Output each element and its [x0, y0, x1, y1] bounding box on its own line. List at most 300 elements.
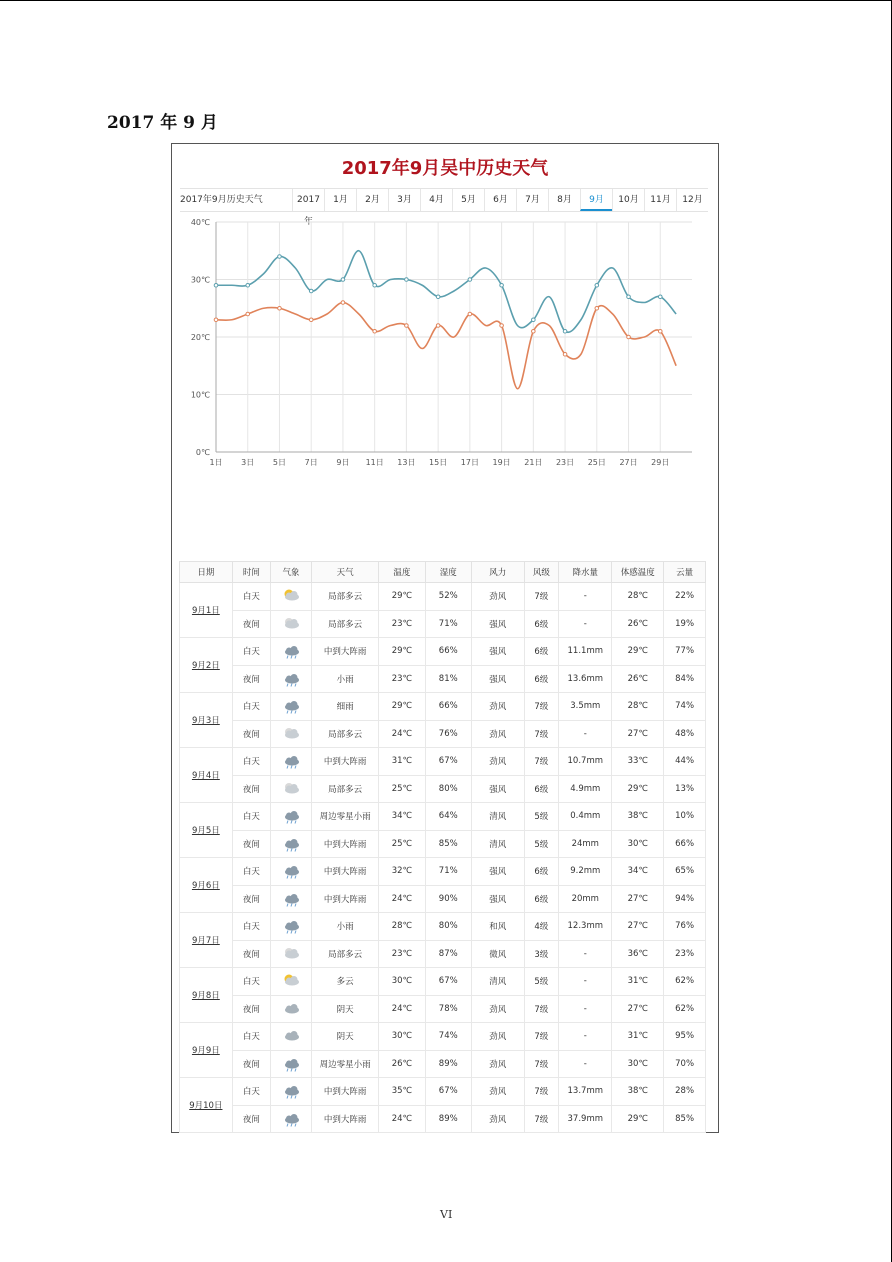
table-row [180, 610, 706, 638]
cell-weather: 局部多云 [312, 610, 379, 638]
cell-lvl: 7级 [524, 995, 559, 1023]
x-tick-label: 21日 [524, 458, 543, 467]
cell-weather: 多云 [312, 968, 379, 996]
month-tab[interactable]: 4月 [420, 189, 452, 211]
cell-lvl: 7级 [524, 1050, 559, 1078]
cell-cloud: 48% [664, 720, 706, 748]
data-point [563, 329, 567, 333]
cell-wind: 强风 [471, 775, 524, 803]
cell-temp: 25℃ [379, 830, 425, 858]
month-tab[interactable]: 11月 [644, 189, 676, 211]
cell-rain: - [559, 995, 612, 1023]
date-link[interactable]: 9月1日 [180, 583, 233, 638]
x-tick-label: 23日 [555, 458, 575, 467]
cell-lvl: 6级 [524, 610, 559, 638]
rain-icon [280, 808, 302, 824]
month-tab[interactable]: 2月 [356, 189, 388, 211]
cell-hum: 85% [425, 830, 471, 858]
cell-wind: 劲风 [471, 1050, 524, 1078]
cell-cloud: 62% [664, 995, 706, 1023]
cell-lvl: 3级 [524, 940, 559, 968]
cell-hum: 78% [425, 995, 471, 1023]
cell-feel: 38℃ [612, 803, 664, 831]
month-tab[interactable]: 10月 [612, 189, 644, 211]
cell-weather: 中到大阵雨 [312, 885, 379, 913]
series-line-0 [216, 251, 676, 333]
cell-weather: 周边零星小雨 [312, 803, 379, 831]
date-link[interactable]: 9月6日 [180, 858, 233, 913]
cell-cloud: 10% [664, 803, 706, 831]
rain-icon [280, 918, 302, 934]
cell-temp: 24℃ [379, 885, 425, 913]
data-point [658, 295, 662, 299]
rain-icon [280, 753, 302, 769]
cell-rain: - [559, 1023, 612, 1051]
cell-time: 夜间 [232, 1105, 270, 1133]
month-tab[interactable]: 2017年 [292, 189, 324, 211]
cell-rain: 3.5mm [559, 693, 612, 721]
cell-temp: 32℃ [379, 858, 425, 886]
cell-cloud: 22% [664, 583, 706, 611]
cell-temp: 30℃ [379, 1023, 425, 1051]
date-link[interactable]: 9月4日 [180, 748, 233, 803]
cell-cloud: 95% [664, 1023, 706, 1051]
weather-icon-cell [270, 693, 311, 721]
cell-feel: 26℃ [612, 665, 664, 693]
data-point [246, 283, 250, 287]
data-point [500, 283, 504, 287]
month-tab[interactable]: 8月 [548, 189, 580, 211]
cell-temp: 29℃ [379, 638, 425, 666]
data-point [373, 283, 377, 287]
cell-time: 夜间 [232, 830, 270, 858]
y-tick-label: 0℃ [195, 448, 210, 457]
cell-feel: 29℃ [612, 638, 664, 666]
column-header: 天气 [312, 562, 379, 583]
weather-icon-cell [270, 940, 311, 968]
weather-icon-cell [270, 913, 311, 941]
cell-rain: - [559, 940, 612, 968]
rain-icon [280, 891, 302, 907]
data-point [278, 255, 282, 259]
data-point [246, 312, 250, 316]
cell-feel: 30℃ [612, 1050, 664, 1078]
table-row [180, 995, 706, 1023]
overcast-icon [280, 1028, 302, 1044]
cell-feel: 26℃ [612, 610, 664, 638]
cell-temp: 24℃ [379, 995, 425, 1023]
date-link[interactable]: 9月3日 [180, 693, 233, 748]
x-tick-label: 17日 [460, 458, 479, 467]
cell-rain: 37.9mm [559, 1105, 612, 1133]
cell-hum: 87% [425, 940, 471, 968]
cell-lvl: 6级 [524, 638, 559, 666]
table-row [180, 803, 706, 831]
y-tick-label: 30℃ [190, 275, 210, 285]
data-point [405, 324, 409, 328]
month-nav-label: 2017年9月历史天气 [180, 195, 263, 205]
weather-icon-cell [270, 885, 311, 913]
cell-wind: 劲风 [471, 1105, 524, 1133]
cell-rain: 10.7mm [559, 748, 612, 776]
cell-wind: 强风 [471, 638, 524, 666]
cell-temp: 31℃ [379, 748, 425, 776]
cell-wind: 强风 [471, 858, 524, 886]
cell-weather: 小雨 [312, 665, 379, 693]
y-tick-label: 10℃ [190, 390, 210, 400]
cell-wind: 劲风 [471, 995, 524, 1023]
page-top-border [0, 0, 892, 1]
cell-wind: 清风 [471, 830, 524, 858]
cell-hum: 90% [425, 885, 471, 913]
data-point [627, 295, 631, 299]
cell-feel: 31℃ [612, 968, 664, 996]
rain-icon [280, 671, 302, 687]
x-tick-label: 27日 [619, 458, 638, 467]
cell-cloud: 74% [664, 693, 706, 721]
cell-feel: 36℃ [612, 940, 664, 968]
cell-lvl: 6级 [524, 858, 559, 886]
cell-hum: 67% [425, 748, 471, 776]
data-point [341, 301, 345, 305]
cell-feel: 29℃ [612, 1105, 664, 1133]
cell-temp: 29℃ [379, 693, 425, 721]
data-point [341, 278, 345, 282]
cell-weather: 中到大阵雨 [312, 748, 379, 776]
cell-rain: 4.9mm [559, 775, 612, 803]
cell-feel: 27℃ [612, 885, 664, 913]
cell-weather: 局部多云 [312, 720, 379, 748]
cell-hum: 89% [425, 1105, 471, 1133]
table-row [180, 885, 706, 913]
month-tab[interactable]: 5月 [452, 189, 484, 211]
table-row [180, 1050, 706, 1078]
weather-icon-cell [270, 995, 311, 1023]
cell-temp: 30℃ [379, 968, 425, 996]
rain-icon [280, 836, 302, 852]
cell-temp: 26℃ [379, 1050, 425, 1078]
table-row [180, 830, 706, 858]
column-header: 风力 [471, 562, 524, 583]
table-row [180, 775, 706, 803]
cell-cloud: 62% [664, 968, 706, 996]
partly-cloudy-sun-icon [280, 588, 302, 604]
cell-weather: 局部多云 [312, 940, 379, 968]
month-tab[interactable]: 7月 [516, 189, 548, 211]
cell-lvl: 5级 [524, 968, 559, 996]
rain-icon [280, 1111, 302, 1127]
table-row [180, 693, 706, 721]
date-link[interactable]: 9月5日 [180, 803, 233, 858]
table-row [180, 940, 706, 968]
chart-title: 2017年9月吴中历史天气 [341, 158, 549, 179]
x-tick-label: 11日 [365, 458, 384, 467]
weather-icon-cell [270, 665, 311, 693]
weather-icon-cell [270, 968, 311, 996]
cell-feel: 33℃ [612, 748, 664, 776]
weather-icon-cell [270, 583, 311, 611]
cell-hum: 81% [425, 665, 471, 693]
month-tab[interactable]: 9月 [580, 189, 612, 211]
cell-time: 白天 [232, 803, 270, 831]
month-tab[interactable]: 12月 [676, 189, 708, 211]
weather-table [179, 561, 706, 1133]
cell-lvl: 6级 [524, 885, 559, 913]
cell-wind: 和风 [471, 913, 524, 941]
cell-time: 夜间 [232, 1050, 270, 1078]
cell-rain: 12.3mm [559, 913, 612, 941]
month-tab[interactable]: 3月 [388, 189, 420, 211]
x-tick-label: 1日 [209, 458, 223, 467]
x-tick-label: 15日 [429, 458, 448, 467]
page-number: VI [440, 1208, 453, 1221]
weather-icon-cell [270, 1050, 311, 1078]
cell-wind: 劲风 [471, 1078, 524, 1106]
cell-feel: 27℃ [612, 720, 664, 748]
cell-feel: 30℃ [612, 830, 664, 858]
weather-icon-cell [270, 638, 311, 666]
weather-icon-cell [270, 748, 311, 776]
series-line-1 [216, 303, 676, 389]
cell-hum: 67% [425, 968, 471, 996]
rain-icon [280, 1083, 302, 1099]
cell-time: 白天 [232, 693, 270, 721]
table-row [180, 665, 706, 693]
cell-cloud: 77% [664, 638, 706, 666]
cell-feel: 34℃ [612, 858, 664, 886]
cell-lvl: 5级 [524, 830, 559, 858]
cell-time: 白天 [232, 913, 270, 941]
cell-wind: 劲风 [471, 583, 524, 611]
cell-rain: 20mm [559, 885, 612, 913]
cell-time: 白天 [232, 583, 270, 611]
cell-rain: 24mm [559, 830, 612, 858]
cell-temp: 24℃ [379, 720, 425, 748]
table-row [180, 913, 706, 941]
data-point [532, 318, 536, 322]
table-row [180, 1023, 706, 1051]
partly-cloudy-sun-icon [280, 973, 302, 989]
cell-feel: 29℃ [612, 775, 664, 803]
data-point [214, 283, 218, 287]
weather-icon-cell [270, 803, 311, 831]
weather-icon-cell [270, 720, 311, 748]
cell-time: 夜间 [232, 665, 270, 693]
cell-hum: 74% [425, 1023, 471, 1051]
column-header: 体感温度 [612, 562, 664, 583]
weather-icon-cell [270, 610, 311, 638]
month-tab[interactable]: 6月 [484, 189, 516, 211]
date-link[interactable]: 9月8日 [180, 968, 233, 1023]
cell-weather: 中到大阵雨 [312, 1078, 379, 1106]
data-point [468, 312, 472, 316]
cell-rain: - [559, 720, 612, 748]
cell-cloud: 70% [664, 1050, 706, 1078]
x-tick-label: 7日 [304, 458, 318, 467]
partly-cloudy-night-icon [280, 616, 302, 632]
cell-hum: 52% [425, 583, 471, 611]
weather-icon-cell [270, 1078, 311, 1106]
data-point [373, 329, 377, 333]
cell-temp: 29℃ [379, 583, 425, 611]
y-tick-label: 40℃ [190, 218, 210, 227]
x-tick-label: 25日 [587, 458, 606, 467]
cell-weather: 局部多云 [312, 583, 379, 611]
cell-time: 白天 [232, 1023, 270, 1051]
date-link[interactable]: 9月2日 [180, 638, 233, 693]
data-point [500, 324, 504, 328]
cell-rain: 0.4mm [559, 803, 612, 831]
cell-time: 夜间 [232, 885, 270, 913]
cell-weather: 阴天 [312, 1023, 379, 1051]
cell-time: 白天 [232, 748, 270, 776]
cell-cloud: 23% [664, 940, 706, 968]
cell-time: 夜间 [232, 610, 270, 638]
cell-lvl: 7级 [524, 748, 559, 776]
cell-time: 夜间 [232, 995, 270, 1023]
column-header: 风级 [524, 562, 559, 583]
cell-time: 夜间 [232, 720, 270, 748]
cell-wind: 强风 [471, 665, 524, 693]
table-header-row [180, 562, 706, 583]
weather-screenshot-frame [171, 143, 719, 1133]
weather-icon-cell [270, 858, 311, 886]
cell-temp: 23℃ [379, 665, 425, 693]
partly-cloudy-night-icon [280, 726, 302, 742]
cell-feel: 28℃ [612, 693, 664, 721]
table-row [180, 720, 706, 748]
data-point [436, 295, 440, 299]
weather-icon-cell [270, 775, 311, 803]
cell-temp: 25℃ [379, 775, 425, 803]
data-point [658, 329, 662, 333]
column-header: 降水量 [559, 562, 612, 583]
cell-feel: 27℃ [612, 913, 664, 941]
cell-hum: 71% [425, 610, 471, 638]
cell-temp: 23℃ [379, 610, 425, 638]
cell-cloud: 13% [664, 775, 706, 803]
cell-cloud: 94% [664, 885, 706, 913]
data-point [309, 318, 313, 322]
cell-lvl: 7级 [524, 693, 559, 721]
cell-cloud: 84% [664, 665, 706, 693]
cell-wind: 清风 [471, 968, 524, 996]
cell-weather: 中到大阵雨 [312, 830, 379, 858]
cell-weather: 周边零星小雨 [312, 1050, 379, 1078]
cell-hum: 89% [425, 1050, 471, 1078]
partly-cloudy-night-icon [280, 781, 302, 797]
section-heading: 2017 年 9 月 [107, 113, 218, 133]
cell-time: 白天 [232, 858, 270, 886]
cell-lvl: 7级 [524, 1023, 559, 1051]
cell-weather: 中到大阵雨 [312, 858, 379, 886]
data-point [563, 352, 567, 356]
weather-icon-cell [270, 1023, 311, 1051]
cell-rain: 9.2mm [559, 858, 612, 886]
data-point [627, 335, 631, 339]
cell-rain: - [559, 1050, 612, 1078]
cell-weather: 阴天 [312, 995, 379, 1023]
data-point [595, 283, 599, 287]
month-tab[interactable]: 1月 [324, 189, 356, 211]
data-point [436, 324, 440, 328]
cell-cloud: 28% [664, 1078, 706, 1106]
column-header: 日期 [180, 562, 233, 583]
cell-weather: 中到大阵雨 [312, 1105, 379, 1133]
table-row [180, 638, 706, 666]
data-point [595, 306, 599, 310]
cell-temp: 28℃ [379, 913, 425, 941]
x-tick-label: 9日 [336, 458, 350, 467]
data-point [278, 306, 282, 310]
cell-wind: 强风 [471, 885, 524, 913]
weather-icon-cell [270, 1105, 311, 1133]
cell-time: 白天 [232, 968, 270, 996]
rain-icon [280, 698, 302, 714]
cell-temp: 24℃ [379, 1105, 425, 1133]
data-point [214, 318, 218, 322]
overcast-icon [280, 1001, 302, 1017]
cell-hum: 71% [425, 858, 471, 886]
x-tick-label: 5日 [272, 458, 287, 467]
cell-feel: 31℃ [612, 1023, 664, 1051]
date-link[interactable]: 9月9日 [180, 1023, 233, 1078]
cell-time: 夜间 [232, 775, 270, 803]
column-header: 时间 [232, 562, 270, 583]
column-header: 气象 [270, 562, 311, 583]
cell-temp: 23℃ [379, 940, 425, 968]
cell-hum: 76% [425, 720, 471, 748]
cell-lvl: 7级 [524, 583, 559, 611]
table-row [180, 748, 706, 776]
cell-lvl: 6级 [524, 665, 559, 693]
cell-temp: 35℃ [379, 1078, 425, 1106]
cell-weather: 小雨 [312, 913, 379, 941]
cell-weather: 中到大阵雨 [312, 638, 379, 666]
date-link[interactable]: 9月7日 [180, 913, 233, 968]
column-header: 湿度 [425, 562, 471, 583]
cell-wind: 劲风 [471, 693, 524, 721]
date-link[interactable]: 9月10日 [180, 1078, 233, 1133]
table-row [180, 1105, 706, 1133]
cell-weather: 细雨 [312, 693, 379, 721]
cell-wind: 劲风 [471, 1023, 524, 1051]
cell-weather: 局部多云 [312, 775, 379, 803]
cell-feel: 28℃ [612, 583, 664, 611]
partly-cloudy-night-icon [280, 946, 302, 962]
cell-lvl: 7级 [524, 1105, 559, 1133]
cell-rain: - [559, 968, 612, 996]
cell-hum: 80% [425, 913, 471, 941]
data-point [532, 329, 536, 333]
data-point [309, 289, 313, 293]
cell-feel: 38℃ [612, 1078, 664, 1106]
cell-wind: 清风 [471, 803, 524, 831]
cell-lvl: 5级 [524, 803, 559, 831]
cell-wind: 微风 [471, 940, 524, 968]
cell-lvl: 7级 [524, 720, 559, 748]
cell-temp: 34℃ [379, 803, 425, 831]
cell-wind: 劲风 [471, 748, 524, 776]
cell-cloud: 65% [664, 858, 706, 886]
y-tick-label: 20℃ [190, 333, 210, 342]
weather-icon-cell [270, 830, 311, 858]
x-tick-label: 3日 [241, 458, 255, 467]
column-header: 温度 [379, 562, 425, 583]
cell-wind: 强风 [471, 610, 524, 638]
cell-hum: 66% [425, 693, 471, 721]
cell-lvl: 4级 [524, 913, 559, 941]
